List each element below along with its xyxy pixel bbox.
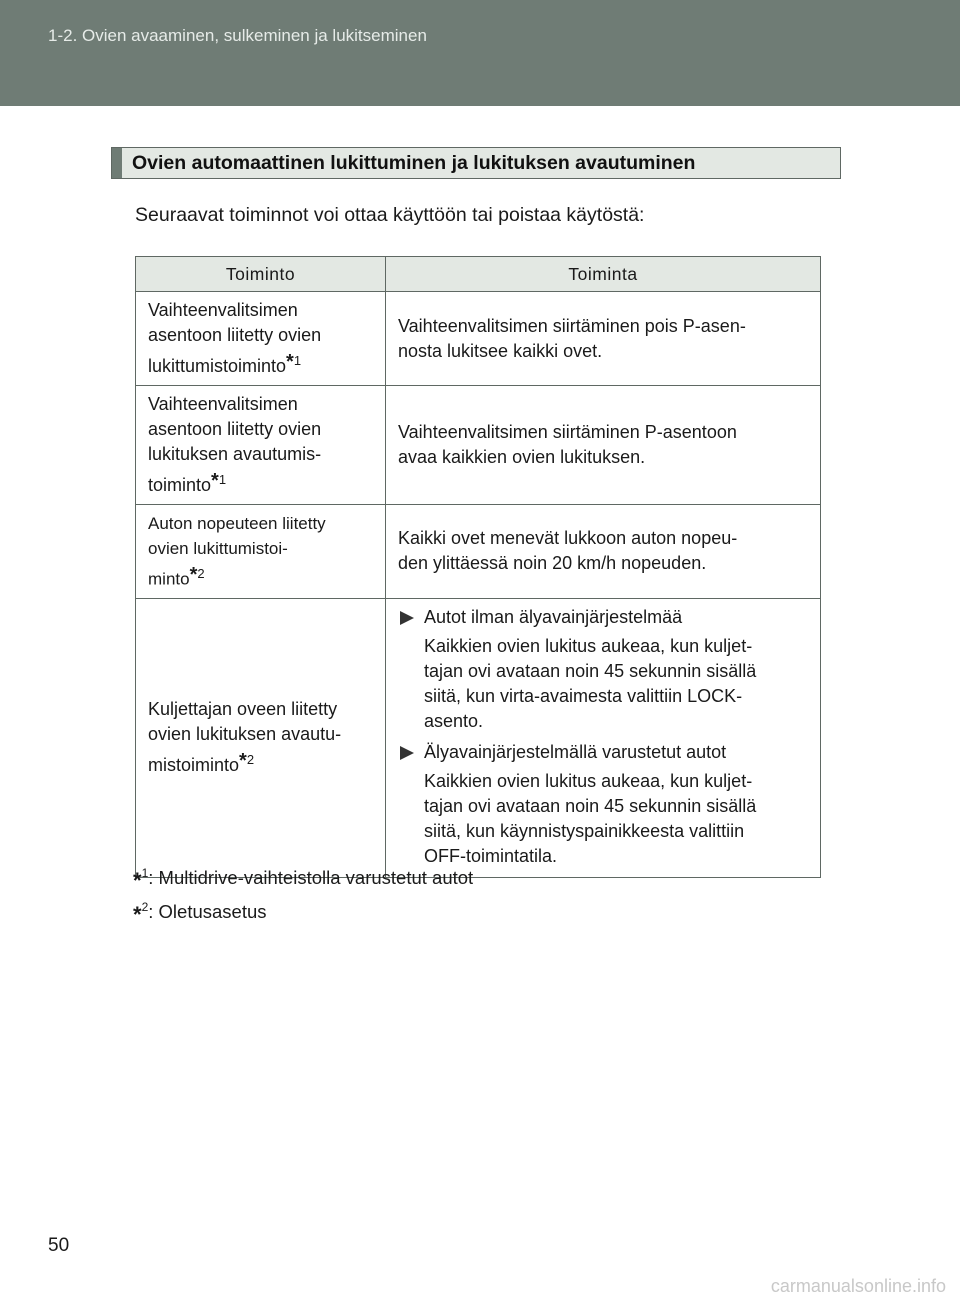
action-line: avaa kaikkien ovien lukituksen. <box>398 447 646 467</box>
function-line: Kuljettajan oveen liitetty <box>148 699 338 720</box>
function-line: ovien lukittumistoi- <box>148 539 288 558</box>
watermark: carmanualsonline.info <box>770 1276 946 1296</box>
action-line: Vaihteenvalitsimen siirtäminen pois P-asen- <box>398 315 746 336</box>
section-heading <box>111 147 841 179</box>
function-cell <box>136 598 386 877</box>
sub-item-line: tajan ovi avataan noin 45 sekunnin sisällä <box>424 795 757 816</box>
function-line: asentoon liitetty ovien <box>148 325 322 345</box>
action-line: Kaikki ovet menevät lukkoon auton nopeu- <box>398 528 738 549</box>
function-cell <box>136 505 386 599</box>
table-row <box>136 505 821 599</box>
section-heading-marker <box>112 148 122 178</box>
footnote-reference: *1 <box>286 351 302 373</box>
function-line: minto$^{*2}$ <box>148 564 205 589</box>
sub-item-line: siitä, kun virta-avaimesta valittiin LOCK- <box>424 685 743 706</box>
section-title: Ovien automaattinen lukittuminen ja lukituksen avautuminen <box>132 152 696 174</box>
footnote: *$^1$: Multidrive-vaihteistolla varustetut autot <box>133 866 474 894</box>
sub-item-line: tajan ovi avataan noin 45 sekunnin sisällä <box>424 660 757 681</box>
triangle-bullet-icon <box>400 611 414 625</box>
action-cell <box>386 386 821 505</box>
sub-item-line: OFF-toimintatila. <box>424 845 558 866</box>
sub-item-line: siitä, kun käynnistyspainikkeesta valittiin <box>424 820 745 841</box>
footnote-reference: *1 <box>211 470 227 492</box>
function-line: ovien lukituksen avautu- <box>148 724 342 745</box>
function-line: Vaihteenvalitsimen <box>148 300 298 320</box>
action-cell <box>386 598 821 877</box>
footnotes <box>133 860 473 928</box>
function-line: lukituksen avautumis- <box>148 444 322 464</box>
breadcrumb: 1-2. Ovien avaaminen, sulkeminen ja lukitseminen <box>48 26 427 45</box>
function-line: asentoon liitetty ovien <box>148 419 322 439</box>
sub-item-line: Kaikkien ovien lukitus aukeaa, kun kuljet- <box>424 770 753 791</box>
table-row <box>136 386 821 505</box>
footnote-reference: *2 <box>189 564 205 586</box>
action-line: Vaihteenvalitsimen siirtäminen P-asentoon <box>398 422 737 442</box>
footnote: *$^2$: Oletusasetus <box>133 900 267 928</box>
function-line: lukittumistoiminto$^{*1}$ <box>148 351 302 376</box>
sub-item-heading: Älyavainjärjestelmällä varustetut autot <box>398 740 808 765</box>
sub-item-text <box>398 769 808 869</box>
features-table <box>135 256 821 878</box>
triangle-bullet-icon <box>400 746 414 760</box>
action-line: nosta lukitsee kaikki ovet. <box>398 340 603 361</box>
sub-item-heading: Autot ilman älyavainjärjestelmää <box>398 605 808 630</box>
table-row <box>136 292 821 386</box>
action-line: den ylittäessä noin 20 km/h nopeuden. <box>398 553 707 574</box>
sub-item-text <box>398 634 808 734</box>
function-line: Auton nopeuteen liitetty <box>148 514 326 533</box>
function-line: Vaihteenvalitsimen <box>148 394 298 414</box>
function-line: toiminto$^{*1}$ <box>148 470 227 495</box>
function-cell <box>136 292 386 386</box>
action-cell <box>386 292 821 386</box>
sub-item-line: asento. <box>424 710 484 731</box>
function-line: mistoiminto$^{*2}$ <box>148 750 255 776</box>
sub-item-line: Kaikkien ovien lukitus aukeaa, kun kuljet- <box>424 635 753 656</box>
header-action: Toiminta <box>386 257 821 292</box>
intro-text: Seuraavat toiminnot voi ottaa käyttöön tai poistaa käytöstä: <box>135 204 645 226</box>
page-header <box>0 0 960 106</box>
footnote-reference: *2 <box>239 750 255 773</box>
action-cell <box>386 505 821 599</box>
page-number: 50 <box>48 1235 70 1256</box>
function-cell <box>136 386 386 505</box>
table-header-row <box>136 257 821 292</box>
table-row <box>136 598 821 877</box>
header-function: Toiminto <box>136 257 386 292</box>
